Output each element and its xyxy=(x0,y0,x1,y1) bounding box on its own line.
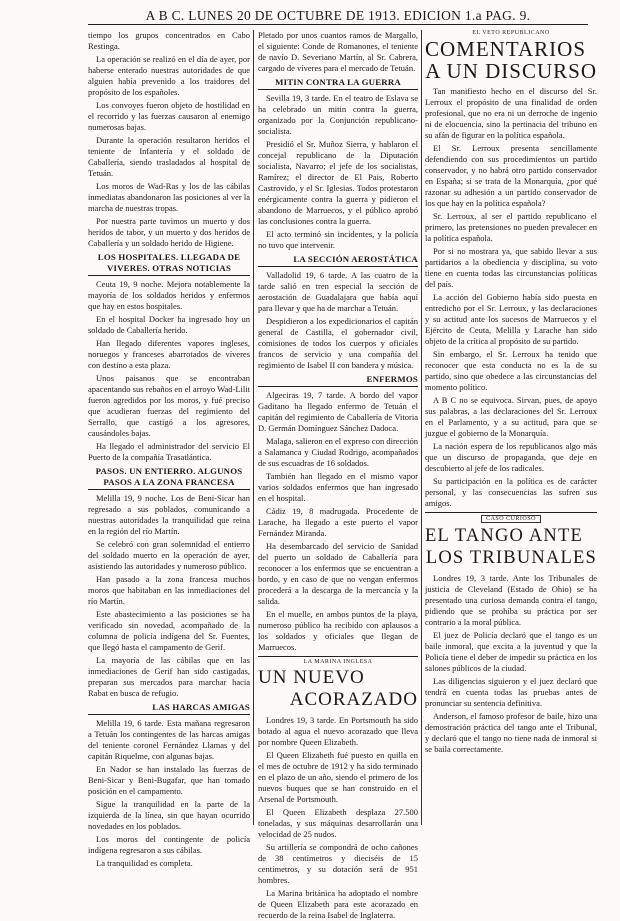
article-paragraph: Londres 19, 3 tarde. En Portsmouth ha sido botado al agua el nuevo acorazado que lleva por nombre Queen Elizabeth. xyxy=(258,715,418,747)
article-paragraph: Han pasado a la zona francesa muchos moros que habitaban en las inmediaciones del río Martín. xyxy=(88,574,250,606)
article-paragraph: Algeciras 19, 7 tarde. A bordo del vapor Gaditano ha llegado enfermo de Tetuán el capitán del regimiento de Caballería de Vitoria D. Germán Domínguez Sánchez Dadoca. xyxy=(258,390,418,433)
article-paragraph: Los moros del contingente de policía indígena regresaron a sus cábilas. xyxy=(88,834,250,855)
article-paragraph: Cádiz 19, 8 madrugada. Procedente de Larache, ha llegado a este puerto el vapor Fernández Miranda. xyxy=(258,506,418,538)
article-paragraph: Presidió el Sr. Muñoz Sierra, y hablaron el concejal republicano de la Diputación socialista, Navarro; el jefe de los socialistas, Ramírez; el director de El Pais, Roberto Castrovido, y el Sr. Iglesias. Todos protestaron enérgicamente contra la guerra y pidieron el abandono de Marruecos, y el público aprobó las conclusiones contra la guerra. xyxy=(258,139,418,226)
article-paragraph: El Sr. Lerroux presenta sencillamente defendiendo con sus procedimientos un partido conservador, y no habrá otro partido conservador en España; si se trata de la Monarquía, ¿por qué razonar su adhesión a un partido conservador de los que hay en la política española? xyxy=(425,143,597,208)
column-divider xyxy=(421,30,422,825)
section-heading: LAS HARCAS AMIGAS xyxy=(88,702,250,715)
article-paragraph: Sigue la tranquilidad en la parte de la izquierda de la línea, sin que hayan ocurrido novedades en los poblados. xyxy=(88,799,250,831)
headline-line-1: EL TANGO ANTE xyxy=(425,526,583,546)
headline-line-1: UN NUEVO xyxy=(258,667,365,688)
article-paragraph: La operación se realizó en el día de ayer, por haberse enterado nuestras autoridades de que alguien había prevenido a los traidores del propósito de los españoles. xyxy=(88,54,250,97)
article-paragraph: En Nador se han instalado las fuerzas de Beni-Sicar y Beni-Bugafar, que han tomado posición en el campamento. xyxy=(88,764,250,796)
article-paragraph: Malaga, salieron en el expreso con dirección a Salamanca y Ciudad Rodrigo, acompañados de sus escuadras de 16 soldados. xyxy=(258,436,418,468)
article-paragraph: Los convoyes fueron objeto de hostilidad en el recorrido y las fuerzas causaron al enemigo numerosas bajas. xyxy=(88,100,250,132)
article-paragraph: Pletado por unos cuantos ramos de Margallo, el siguiente: Conde de Romanones, el teniente de navío D. Severiano Martín, al Sr. Cabrera, cargado de víveres para el mercado de Tetuán. xyxy=(258,30,418,73)
article-paragraph: La Marina británica ha adoptado el nombre de Queen Elizabeth para este acorazado en recuerdo de la reina Isabel de Inglaterra. xyxy=(258,888,418,920)
article-paragraph: Ha llegado el administrador del servicio El Puerto de la compañía Trasatlántica. xyxy=(88,441,250,462)
article-paragraph: Despidieron a los expedicionarios el capitán general de Castilla, el gobernador civil, comisiones de todos los cuerpos y oficiales francos de servicio y una compañía del regimiento de Isabel II con bandera y música. xyxy=(258,316,418,370)
article-paragraph: Su artillería se compondrá de ocho cañones de 38 centímetros y dieciséis de 15 centímetros, y su dotación será de 951 hombres. xyxy=(258,842,418,885)
article-paragraph: Se celebró con gran solemnidad el entierro del soldado muerto en la operación de ayer, asistiendo las autoridades y numeroso público. xyxy=(88,539,250,571)
article-paragraph: Anderson, el famoso profesor de baile, hizo una demostración práctica del tango ante el Tribunal, y declaró que el tango no tiene nada de inmoral si se baila correctamente. xyxy=(425,711,597,754)
article-paragraph: Tan manifiesto hecho en el discurso del Sr. Lerroux el propósito de una finalidad de orden profesional, que no era ni un derroche de ingenio ni de elocuencia, sino la pertinacia del tribuno en su afán de figurar en la política española. xyxy=(425,86,597,140)
article-paragraph: Unos paisanos que se encontraban apacentando sus rebaños en el arroyo Wad-Lilit fueron agredidos por los moros, y fué preciso que acudieran fuerzas del regimiento del Serrallo, que castigó a los agresores, causándoles bajas. xyxy=(88,373,250,438)
column-divider xyxy=(253,30,254,825)
section-heading: LA SECCIÓN AEROSTÁTICA xyxy=(258,254,418,267)
section-heading: MITIN CONTRA LA GUERRA xyxy=(258,77,418,90)
article-paragraph: Valladolid 19, 6 tarde. A las cuatro de la tarde salió en tren especial la sección de aerostación de Guadalajara que había aquí para llevar y que ha de marchar a Tetuán. xyxy=(258,270,418,313)
article-paragraph: Han llegado diferentes vapores ingleses, noruegos y franceses abarrotados de víveres con destino a esta plaza. xyxy=(88,338,250,370)
section-kicker xyxy=(258,656,418,665)
kicker-label: LA MARINA INGLESA xyxy=(303,659,373,665)
article-paragraph: Ha desembarcado del servicio de Sanidad del puerto un soldado de Caballería para reconocer a los enfermos que se encuentran a bordo, y en caso de que no vengan enfermos procederá a la descarga de la mercancía y la salida. xyxy=(258,541,418,606)
article-paragraph: Este abastecimiento a las posiciones se ha verificado sin novedad, acompañado de la columna de policía indígena del Sr. Fuentes, que llegó hasta el campamento de Gerif. xyxy=(88,609,250,652)
headline-line-1: COMENTARIOS xyxy=(425,37,586,61)
article-paragraph: La acción del Gobierno había sido puesta en entredicho por el Sr. Lerroux, y las declaraciones y su actitud ante los sucesos de Marruecos y el Ejército de Ceuta, Melilla y Larache han sido objeto de la crítica al propósito de su partido. xyxy=(425,292,597,346)
article-paragraph: En el hospital Docker ha ingresado hoy un soldado de Caballería herido. xyxy=(88,314,250,335)
column-left xyxy=(88,30,250,868)
article-paragraph: La nación espera de los republicanos algo más que un discurso de propaganda, que deje en descubierto al jefe de los radicales. xyxy=(425,441,597,473)
headline-line-2: LOS TRIBUNALES xyxy=(425,548,597,568)
header-rule xyxy=(88,24,588,25)
article-paragraph: Los moros de Wad-Ras y los de las cábilas inmediatas abandonaron las posiciones al ver la marcha de nuestras tropas. xyxy=(88,181,250,213)
headline-line-2: A UN DISCURSO xyxy=(425,59,597,83)
article-paragraph: El Queen Elizabeth fué puesto en quilla en el mes de octubre de 1912 y ha sido terminado en el plazo de un año, siendo el primero de los nuevos buques que se han construido en el Arsenal de Portsmouth. xyxy=(258,750,418,804)
article-paragraph: El acto terminó sin incidentes, y la policía no tuvo que intervenir. xyxy=(258,229,418,250)
column-right xyxy=(425,30,597,827)
article-paragraph: Por nuestra parte tuvimos un muerto y dos heridos de tabor, y un muerto y dos heridos de Caballería y un soldado herido de Higiene. xyxy=(88,216,250,248)
section-heading: ENFERMOS xyxy=(258,374,418,387)
article-paragraph: La tranquilidad es completa. xyxy=(96,858,193,868)
headline-line-2: ACORAZADO xyxy=(289,689,418,710)
article-paragraph: Su participación en la política es de carácter personal, y las consecuencias las sufren sus amigos. xyxy=(425,476,597,508)
section-kicker xyxy=(425,512,597,523)
article-paragraph: También han llegado en el mismo vapor varios soldados enfermos que han ingresado en el hospital. xyxy=(258,471,418,503)
section-heading: LOS HOSPITALES. LLEGADA DE VIVERES. OTRAS NOTICIAS xyxy=(88,252,250,276)
article-paragraph: Melilla 19, 6 tarde. Esta mañana regresaron a Tetuán los contingentes de las harcas amigas del teniente coronel Fernández Llamas y del capitán Riquelme, con algunas bajas. xyxy=(88,718,250,761)
column-middle xyxy=(258,30,418,920)
article-paragraph: Por si no mostrara ya, que sabido llevar a sus partidarios a la obediencia y disciplina, su voto tiene en cuenta todas las circunstancias políticas del país. xyxy=(425,246,597,289)
article-paragraph: Londres 19, 3 tarde. Ante los Tribunales de justicia de Cleveland (Estado de Ohio) se ha presentado una curiosa demanda contra el tango, pidiendo que se prohíba su práctica por ser contrario a la moral pública. xyxy=(425,573,597,627)
article-paragraph: tiempo los grupos concentrados en Cabo Restinga. xyxy=(88,30,250,51)
page-header: A B C. LUNES 20 DE OCTUBRE DE 1913. EDICION 1.a PAG. 9. xyxy=(145,8,531,23)
article-paragraph: Melilla 19, 9 noche. Los de Beni-Sicar han regresado a sus poblados, comunicando a nuestras autoridades la tranquilidad que reina en la región del río Martín. xyxy=(88,493,250,536)
article-paragraph: A B C no se equivoca. Sirvan, pues, de apoyo sus palabras, a las declaraciones del Sr. Lerroux en el Parlamento, y a su actitud, para que se juzgue el gobierno de la Monarquía. xyxy=(425,395,597,438)
article-paragraph: Sin embargo, el Sr. Lerroux ha tenido que reconocer que esta conducta no es la de su partido, sino que obedece a las circunstancias del momento político. xyxy=(425,349,597,392)
article-paragraph: El Queen Elizabeth desplaza 27.500 toneladas, y sus máquinas desarrollarán una velocidad de 25 nudos. xyxy=(258,807,418,839)
article-paragraph: Sr. Lerroux, al ser el partido republicano el primero, las pretensiones no pueden prevalecer en la política española. xyxy=(425,211,597,243)
kicker-label: EL VETO REPUBLICANO xyxy=(472,30,550,36)
kicker-label: CASO CURIOSO xyxy=(481,515,541,523)
article-paragraph: Ceuta 19, 9 noche. Mejora notablemente la mayoría de los soldados heridos y enfermos que hay en estos hospitales. xyxy=(88,279,250,311)
article-paragraph: La mayoría de las cábilas que en las inmediaciones de Gerif han sido castigadas, preparan sus mercados para marchar hacia Rabat en busca de refugio. xyxy=(88,655,250,698)
article-paragraph: En el muelle, en ambos puntos de la playa, numeroso público ha recibido con aplausos a los soldados y oficiales que llegan de Marruecos. xyxy=(258,609,418,652)
section-heading: PASOS. UN ENTIERRO. ALGUNOS PASOS A LA ZONA FRANCESA xyxy=(88,466,250,490)
section-kicker xyxy=(425,30,597,36)
article-paragraph: Las diligencias siguieron y el juez declaró que tendrá en cuenta todas las pruebas antes de pronunciar su sentencia definitiva. xyxy=(425,676,597,708)
article-paragraph: Sevilla 19, 3 tarde. En el teatro de Eslava se ha celebrado un mitin contra la guerra, organizado por la Conjunción republicano-socialista. xyxy=(258,93,418,136)
article-paragraph: Durante la operación resultaron heridos el teniente de Infantería y el soldado de Caballería, siendo trasladados al hospital de Tetuán. xyxy=(88,135,250,178)
article-paragraph: El juez de Policía declaró que el tango es un baile inmoral, que excita a la juventud y que la Policía tiene el deber de impedir su práctica en los salones públicos de la ciudad. xyxy=(425,630,597,673)
